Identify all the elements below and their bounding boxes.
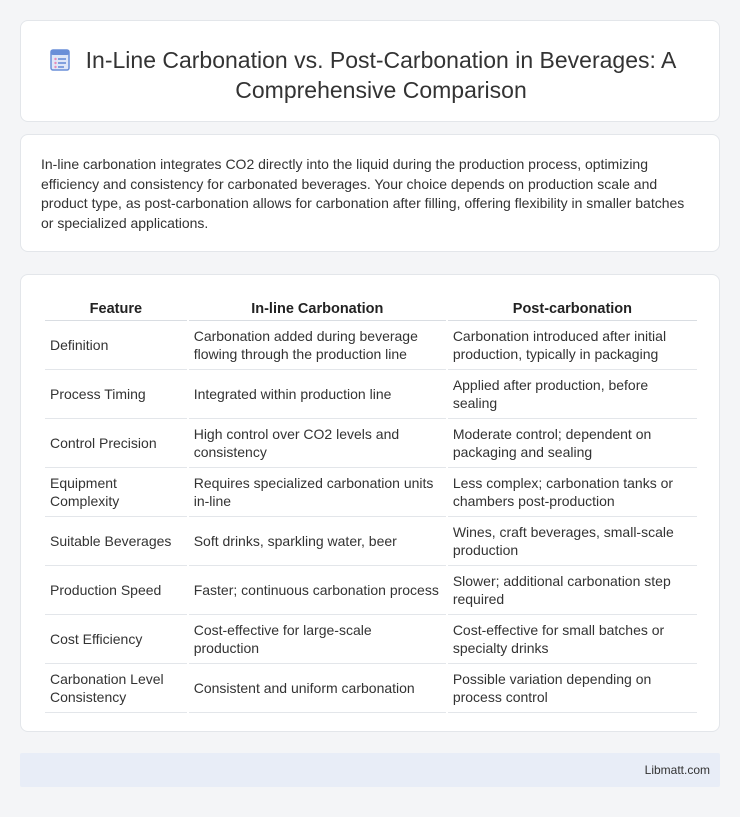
intro-paragraph: In-line carbonation integrates CO2 directly into the liquid during the production process, optimizing efficiency and consistency for carbonated beverages. Your choice depends on production scale and product type, as post-carbonation allows for carbonation after filling, offering flexibility in smaller batches or specialized applications. <box>41 156 685 231</box>
table-cell-in-line: Consistent and uniform carbonation <box>189 664 446 713</box>
table-cell-post: Applied after production, before sealing <box>448 370 697 419</box>
table-cell-in-line: Carbonation added during beverage flowing through the production line <box>189 321 446 370</box>
intro-card <box>20 134 720 252</box>
table-header-row <box>45 297 697 321</box>
table-cell-feature: Control Precision <box>45 419 187 468</box>
table-row <box>45 615 697 664</box>
comparison-table-card <box>20 274 720 732</box>
table-cell-post: Cost-effective for small batches or specialty drinks <box>448 615 697 664</box>
column-header-post: Post-carbonation <box>448 297 697 321</box>
table-cell-in-line: Cost-effective for large-scale production <box>189 615 446 664</box>
table-cell-post: Less complex; carbonation tanks or chambers post-production <box>448 468 697 517</box>
table-row <box>45 664 697 713</box>
table-cell-in-line: High control over CO2 levels and consistency <box>189 419 446 468</box>
comparison-table <box>43 297 699 713</box>
header-card <box>20 20 720 122</box>
table-cell-in-line: Integrated within production line <box>189 370 446 419</box>
table-cell-feature: Definition <box>45 321 187 370</box>
table-cell-feature: Suitable Beverages <box>45 517 187 566</box>
table-row <box>45 566 697 615</box>
table-cell-feature: Cost Efficiency <box>45 615 187 664</box>
column-header-in-line: In-line Carbonation <box>189 297 446 321</box>
table-cell-feature: Equipment Complexity <box>45 468 187 517</box>
table-cell-post: Possible variation depending on process control <box>448 664 697 713</box>
table-cell-in-line: Requires specialized carbonation units in-line <box>189 468 446 517</box>
table-cell-feature: Carbonation Level Consistency <box>45 664 187 713</box>
table-row <box>45 370 697 419</box>
table-cell-in-line: Soft drinks, sparkling water, beer <box>189 517 446 566</box>
table-cell-post: Wines, craft beverages, small-scale production <box>448 517 697 566</box>
table-row <box>45 419 697 468</box>
table-row <box>45 468 697 517</box>
table-cell-feature: Production Speed <box>45 566 187 615</box>
column-header-feature: Feature <box>45 297 187 321</box>
table-cell-post: Moderate control; dependent on packaging and sealing <box>448 419 697 468</box>
table-row <box>45 517 697 566</box>
table-cell-in-line: Faster; continuous carbonation process <box>189 566 446 615</box>
table-cell-post: Slower; additional carbonation step required <box>448 566 697 615</box>
table-cell-post: Carbonation introduced after initial production, typically in packaging <box>448 321 697 370</box>
footer <box>20 753 720 787</box>
footer-site-link[interactable]: Libmatt.com <box>644 763 710 777</box>
page-title: In-Line Carbonation vs. Post-Carbonation in Beverages: A Comprehensive Comparison <box>85 47 677 103</box>
table-row <box>45 321 697 370</box>
table-cell-feature: Process Timing <box>45 370 187 419</box>
